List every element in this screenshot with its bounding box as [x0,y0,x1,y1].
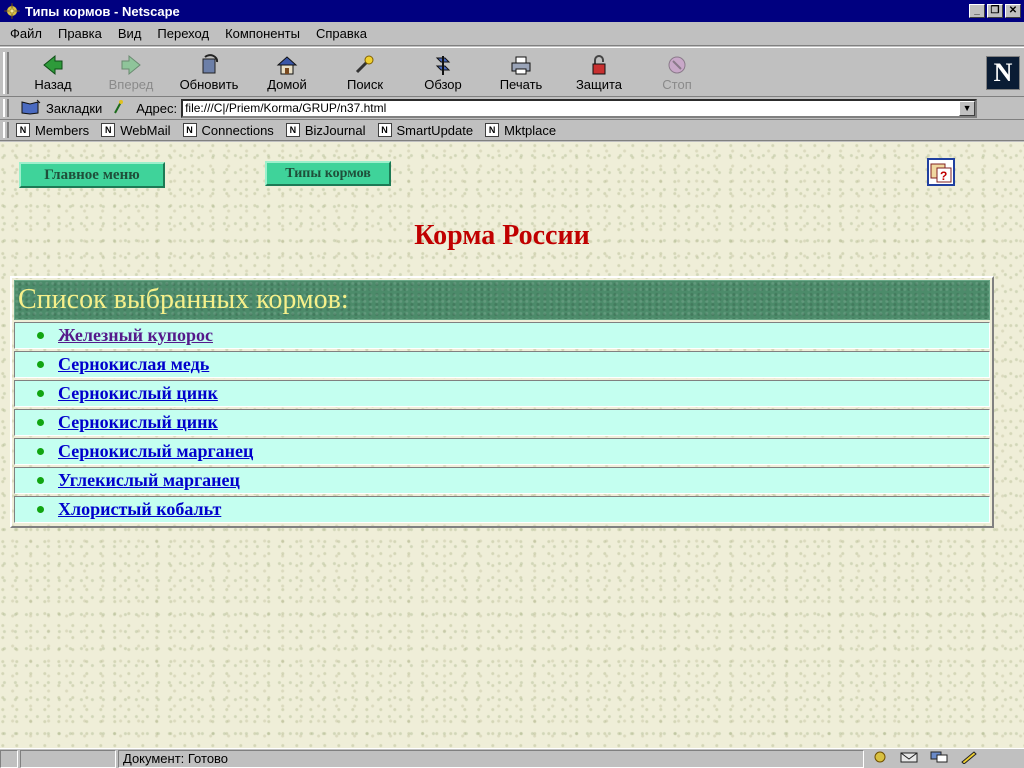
netscape-app-icon[interactable] [3,2,21,20]
list-item [14,351,990,378]
list-item [14,409,990,436]
netscape-page-icon: N [101,123,115,137]
feed-types-button[interactable]: Типы кормов [265,161,391,186]
netscape-page-icon: N [16,123,30,137]
search-button[interactable]: Поиск [326,49,404,95]
minimize-button[interactable]: _ [969,4,985,18]
bullet-icon [37,419,44,426]
back-arrow-icon [40,53,66,77]
bookmarks-button[interactable]: Закладки [20,99,102,118]
help-icon[interactable] [927,158,955,186]
lock-icon [586,53,612,77]
personal-toolbar-grip[interactable] [3,122,9,138]
print-button[interactable]: Печать [482,49,560,95]
feed-link[interactable]: Сернокислый марганец [58,441,254,461]
menu-bar [0,22,1024,46]
personal-toolbar [0,120,1024,141]
list-item [14,467,990,494]
restore-button[interactable]: ❐ [987,4,1003,18]
bullet-icon [37,477,44,484]
list-item [14,438,990,465]
home-button[interactable]: Домой [248,49,326,95]
navigator-icon[interactable] [872,750,888,767]
mail-icon[interactable] [900,750,918,767]
list-item [14,380,990,407]
close-button[interactable]: ✕ [1005,4,1021,18]
list-item [14,322,990,349]
window-title: Типы кормов - Netscape [25,3,180,19]
link-bizjournal[interactable]: N BizJournal [286,123,366,138]
reload-button[interactable]: Обновить [170,49,248,95]
home-icon [274,53,300,77]
stop-icon [664,53,690,77]
svg-text:?: ? [940,169,948,183]
stop-button[interactable]: Стоп [638,49,716,95]
bullet-icon [37,361,44,368]
location-bar [0,97,1024,120]
status-bar [0,748,1024,768]
feed-link[interactable]: Сернокислая медь [58,354,210,374]
netscape-page-icon: N [378,123,392,137]
address-label: Адрес: [136,100,178,116]
menu-edit[interactable]: Правка [57,26,102,41]
netscape-page-icon: N [485,123,499,137]
status-text: Документ: Готово [123,751,229,766]
title-bar [0,0,1024,22]
netscape-page-icon: N [183,123,197,137]
list-title: Список выбранных кормов: [14,280,990,320]
feed-link[interactable]: Углекислый марганец [58,470,240,490]
composer-icon[interactable] [960,750,978,767]
status-text-cell [118,750,864,768]
feed-link[interactable]: Железный купорос [58,325,213,345]
menu-components[interactable]: Компоненты [225,26,300,41]
link-smartupdate[interactable]: N SmartUpdate [378,123,474,138]
link-mktplace[interactable]: N Mktplace [485,123,556,138]
progress-bar [20,750,116,768]
page-proxy-icon[interactable] [112,99,126,118]
menu-file[interactable]: Файл [10,26,42,41]
address-field[interactable] [181,99,977,118]
main-menu-button[interactable]: Главное меню [19,162,165,188]
link-connections[interactable]: N Connections [183,123,274,138]
address-dropdown-icon[interactable]: ▼ [959,101,975,116]
reload-icon [196,53,222,77]
guide-icon [430,53,456,77]
security-indicator[interactable] [0,750,18,768]
navigation-toolbar [0,47,1024,97]
guide-button[interactable]: Обзор [404,49,482,95]
feed-list-table [10,276,994,528]
bullet-icon [37,390,44,397]
menu-view[interactable]: Вид [117,26,142,41]
bullet-icon [37,332,44,339]
back-button[interactable]: Назад [14,49,92,95]
component-bar [872,750,978,767]
discussion-icon[interactable] [930,750,948,767]
toolbar-grip[interactable] [3,52,9,94]
forward-arrow-icon [118,53,144,77]
link-members[interactable]: N Members [16,123,89,138]
printer-icon [508,53,534,77]
link-webmail[interactable]: N WebMail [101,123,170,138]
bookmarks-icon [20,99,42,118]
menu-help[interactable]: Справка [315,26,367,41]
feed-link[interactable]: Сернокислый цинк [58,383,218,403]
search-icon [352,53,378,77]
list-item [14,496,990,523]
page-content[interactable] [0,142,1024,748]
bullet-icon [37,448,44,455]
netscape-logo[interactable]: N [986,56,1020,90]
netscape-page-icon: N [286,123,300,137]
feed-link[interactable]: Хлористый кобальт [58,499,222,519]
menu-go[interactable]: Переход [157,26,210,41]
forward-button[interactable]: Вперед [92,49,170,95]
address-text: file:///C|/Priem/Korma/GRUP/n37.html [185,101,387,115]
location-grip[interactable] [3,99,9,117]
bullet-icon [37,506,44,513]
security-button[interactable]: Защита [560,49,638,95]
feed-link[interactable]: Сернокислый цинк [58,412,218,432]
page-heading: Корма России [414,220,590,251]
